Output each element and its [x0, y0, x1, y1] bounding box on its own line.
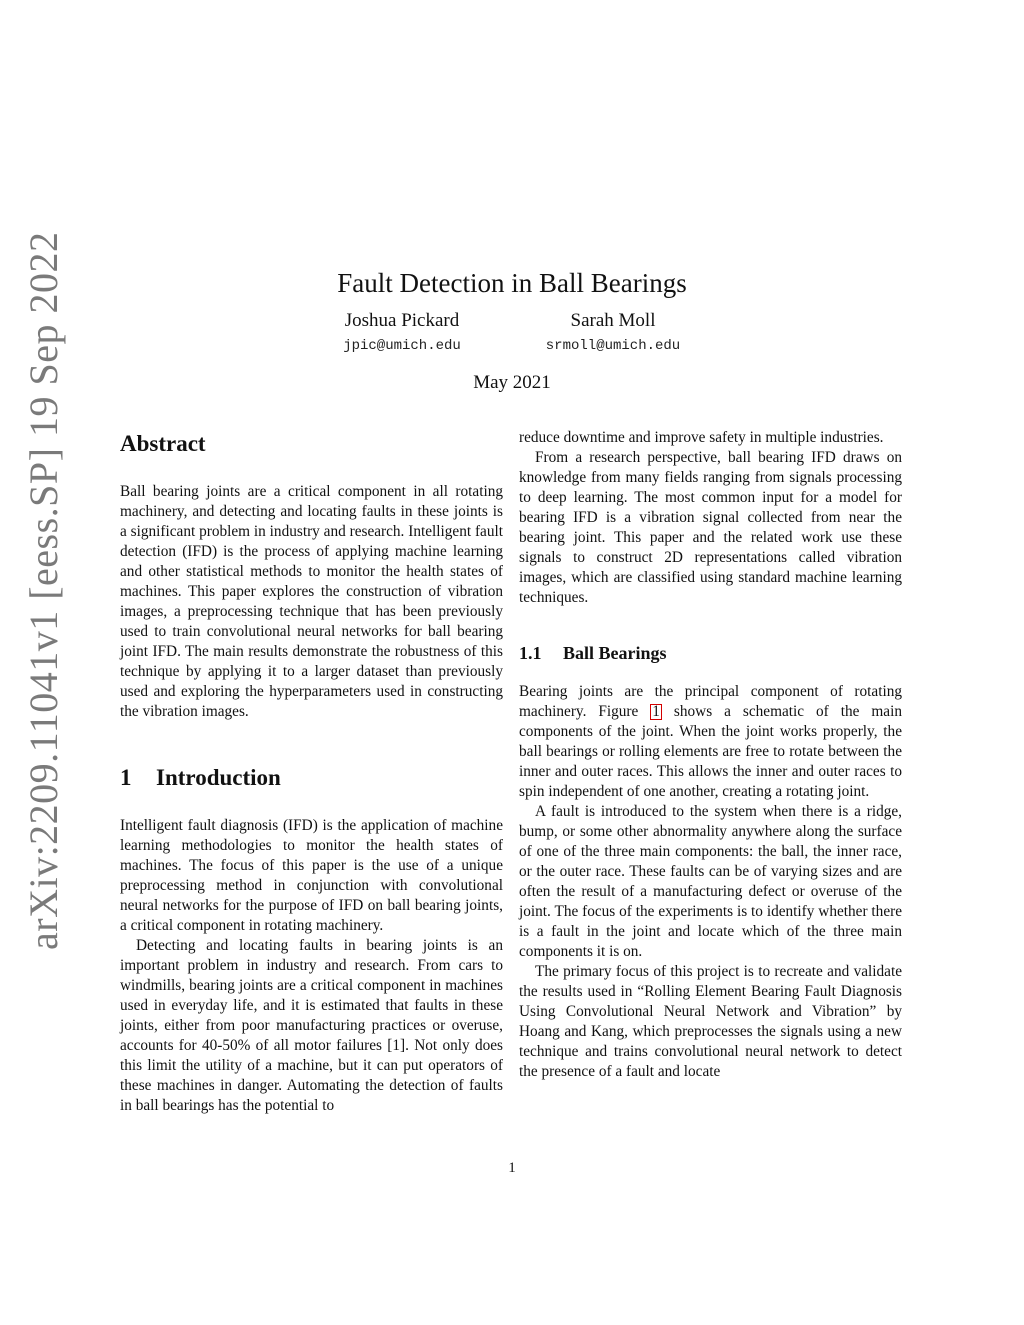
arxiv-identifier-stamp: arXiv:2209.11041v1 [eess.SP] 19 Sep 2022 — [21, 231, 66, 950]
publication-date: May 2021 — [473, 372, 551, 393]
section-number: 1 — [120, 765, 132, 790]
ball-bearings-paragraph-3: The primary focus of this project is to recreate and validate the results used in “Rolling Element Bearing Fault Diagnosis Using Convolutional Neural Network and Vibration” by Hoang and Kang, which preprocesses the signals using a new technique and trains convolutional neural network to detect the presence of a fault and locate — [519, 963, 902, 1080]
author-name: Sarah Moll — [570, 310, 656, 331]
text-run: shows a schematic of the main components of the joint. When the joint works properly, the ball bearings or rolling elements are free to rotate between the inner and outer races. This allows the inner and outer races to spin independent of one another, creating a rotating joint. — [519, 703, 902, 800]
author-email: jpic@umich.edu — [343, 338, 461, 354]
abstract-text: Ball bearing joints are a critical component in all rotating machinery, and detecting and locating faults in these joints is a significant problem in industry and research. Intelligent fault detection (IFD) is the process of applying machine learning and other statistical methods to monitor the health states of machines. This paper explores the construction of vibration images, a preprocessing technique that has been previously used to train convolutional neural networks for ball bearing joint IFD. The main results demonstrate the robustness of this technique by applying it to a larger dataset than previously used and exploring the hyperparameters used in constructing the vibration images. — [120, 483, 503, 720]
intro-paragraph-3: From a research perspective, ball bearing IFD draws on knowledge from many fields ranging from signals processing to deep learning. The most common input for a model for bearing IFD is a vibration signal collected from near the bearing joint. This paper and the related work use these signals to construct 2D representations called vibration images, which are classified using standard machine learning techniques. — [519, 449, 902, 606]
intro-paragraph-2: Detecting and locating faults in bearing joints is an important problem in industry and research. From cars to windmills, bearing joints are a critical component in machines used in everyday life, and it is estimated that faults in these joints, either from poor manufacturing practices or overuse, accounts for 40-50% of all motor failures [1]. Not only does this limit the utility of a machine, but it can put operators of these machines in danger. Automating the detection of faults in ball bearings has the potential to — [120, 937, 503, 1114]
paper-title: Fault Detection in Ball Bearings — [337, 268, 687, 299]
page-number: 1 — [508, 1160, 516, 1176]
author-name: Joshua Pickard — [344, 310, 460, 331]
subsection-number: 1.1 — [519, 643, 542, 663]
author-email: srmoll@umich.edu — [545, 338, 681, 354]
abstract-heading: Abstract — [120, 431, 206, 456]
ball-bearings-paragraph-2: A fault is introduced to the system when there is a ridge, bump, or some other abnormality anywhere along the surface of one of the three main components: the ball, the inner race, or the outer race. These faults can be of varying sizes and are often the result of a manufacturing defect or overuse of the joint. The focus of the experiments is to identify whether there is a fault in the joint and locate which of the three main components it is on. — [519, 803, 902, 960]
left-column — [120, 428, 503, 1116]
right-column — [519, 428, 902, 1082]
intro-paragraph-1: Intelligent fault diagnosis (IFD) is the application of machine learning methodologies to monitor the health states of machines. The focus of this paper is the use of a unique preprocessing method in conjunction with convolutional neural networks for the purpose of IFD on ball bearing joints, a critical component in rotating machinery. — [120, 817, 503, 934]
text-run: Bearing joints are the principal component of rotating machinery. Figure — [519, 683, 902, 720]
ball-bearings-paragraph-1 — [519, 682, 902, 802]
subsection-title: Ball Bearings — [563, 643, 667, 663]
section-title: Introduction — [156, 765, 281, 790]
introduction-heading — [120, 762, 503, 794]
ball-bearings-heading — [519, 640, 902, 666]
intro-paragraph-2-continued: reduce downtime and improve safety in multiple industries. — [519, 429, 884, 446]
author-block-2 — [483, 308, 743, 358]
figure-reference-link[interactable]: 1 — [652, 703, 660, 720]
